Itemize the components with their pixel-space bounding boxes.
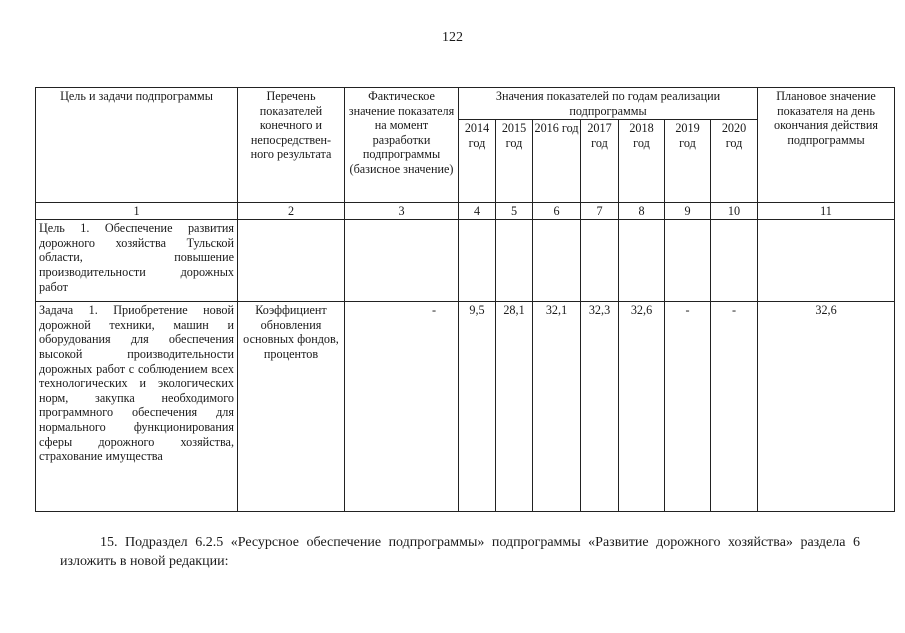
empty-cell (459, 220, 496, 302)
header-year: 2018 год (619, 120, 665, 203)
column-number: 5 (496, 203, 533, 220)
empty-cell (758, 220, 895, 302)
header-year: 2017 год (581, 120, 619, 203)
task-text: Задача 1. Приобретение новой дорожной техники, машин и оборудования для обеспечения высокой производительности дорожных работ с соблюдением всех технологических и экологических норм, закупка необходимого программного обеспечения для нормального функционирования сферы дорожного хозяйства, страхование имущества (36, 302, 238, 512)
empty-cell (345, 220, 459, 302)
header-year: 2014 год (459, 120, 496, 203)
column-numbers-row (36, 203, 895, 220)
empty-cell (711, 220, 758, 302)
indicators-table (35, 87, 895, 512)
column-number: 2 (238, 203, 345, 220)
column-number: 6 (533, 203, 581, 220)
amendment-paragraph: 15. Подраздел 6.2.5 «Ресурсное обеспечение подпрограммы» подпрограммы «Развитие дорожного хозяйства» раздела 6 изложить в новой редакции: (60, 535, 860, 569)
year-value: 32,6 (619, 302, 665, 512)
year-value: 32,1 (533, 302, 581, 512)
empty-cell (619, 220, 665, 302)
planned-value: 32,6 (758, 302, 895, 512)
year-value: - (711, 302, 758, 512)
goal-row (36, 220, 895, 302)
column-number: 8 (619, 203, 665, 220)
column-number: 11 (758, 203, 895, 220)
header-actual: Фактическое значение показателя на момент разработки подпрограммы (базисное значение) (345, 88, 459, 203)
empty-cell (496, 220, 533, 302)
column-number: 3 (345, 203, 459, 220)
column-number: 1 (36, 203, 238, 220)
year-value: - (665, 302, 711, 512)
empty-cell (238, 220, 345, 302)
column-number: 9 (665, 203, 711, 220)
column-number: 7 (581, 203, 619, 220)
actual-value: - (345, 302, 459, 512)
header-year: 2016 год (533, 120, 581, 203)
header-goal: Цель и задачи подпрограммы (36, 88, 238, 203)
empty-cell (665, 220, 711, 302)
header-indicators: Перечень показателей конечного и непосредствен-ного результата (238, 88, 345, 203)
year-value: 9,5 (459, 302, 496, 512)
header-year: 2019 год (665, 120, 711, 203)
empty-cell (581, 220, 619, 302)
task-row (36, 302, 895, 512)
empty-cell (533, 220, 581, 302)
indicator-name: Коэффициент обновления основных фондов, процентов (238, 302, 345, 512)
year-value: 28,1 (496, 302, 533, 512)
year-value: 32,3 (581, 302, 619, 512)
page-number: 122 (442, 30, 463, 45)
header-years-group: Значения показателей по годам реализации подпрограммы (459, 88, 758, 120)
column-number: 4 (459, 203, 496, 220)
header-year: 2015 год (496, 120, 533, 203)
goal-text: Цель 1. Обеспечение развития дорожного хозяйства Тульской области, повышение производительности дорожных работ (36, 220, 238, 302)
column-number: 10 (711, 203, 758, 220)
header-year: 2020 год (711, 120, 758, 203)
header-planned: Плановое значение показателя на день окончания действия подпрограммы (758, 88, 895, 203)
